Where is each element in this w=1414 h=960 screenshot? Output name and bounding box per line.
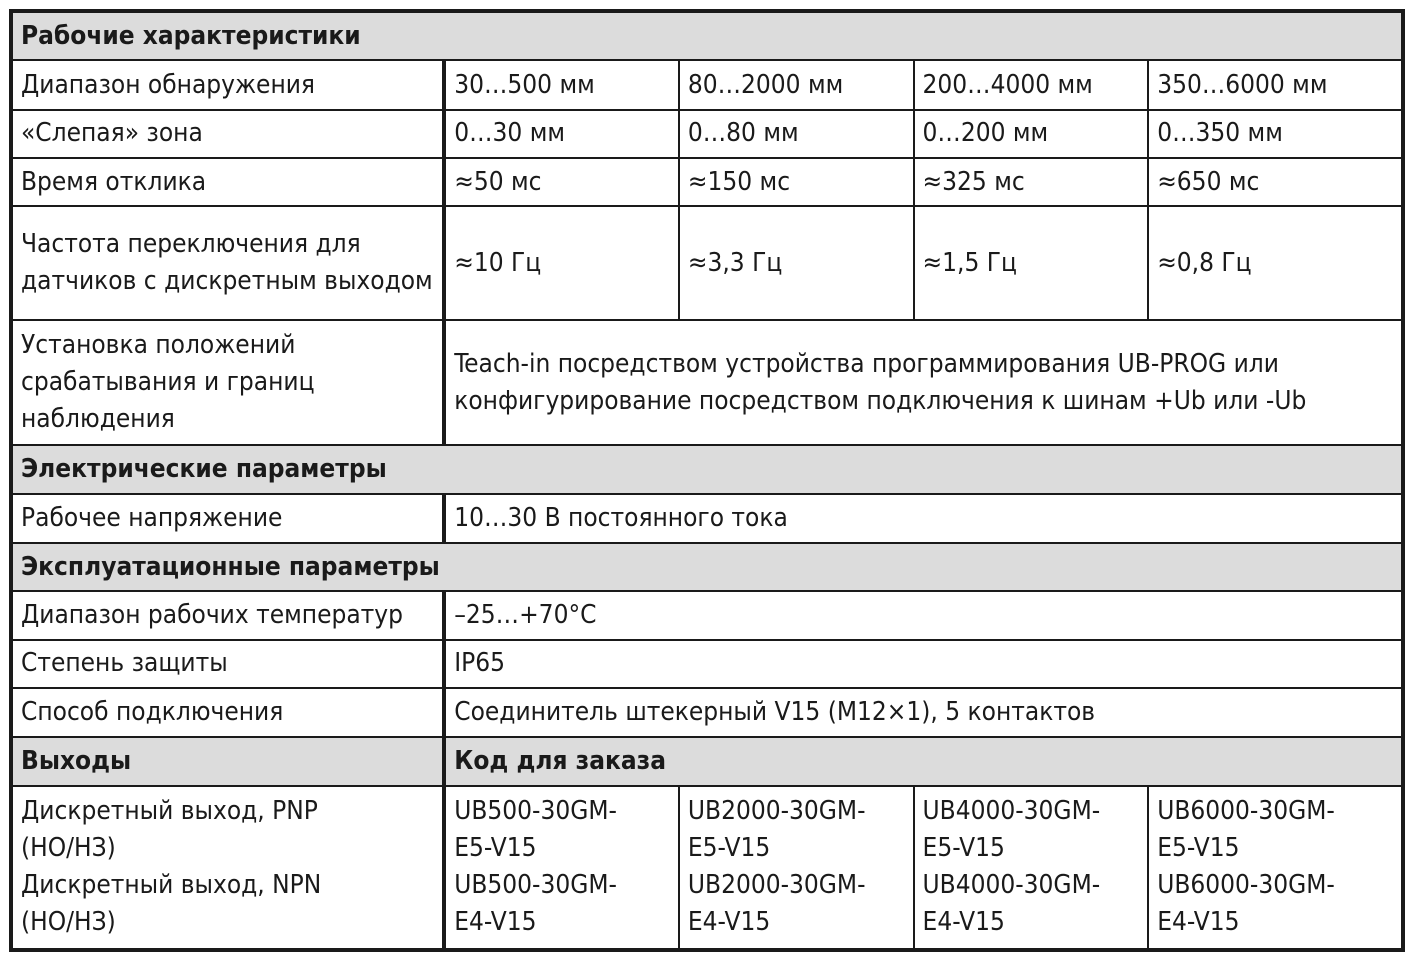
row-label: Время отклика [11, 158, 444, 206]
row-connection [11, 688, 1403, 737]
row-switching-frequency [11, 206, 1403, 320]
row-temperature-range [11, 591, 1403, 639]
order-code-line: E4-V15 [922, 907, 1005, 938]
row-blind-zone [11, 110, 1403, 158]
label-line: Дискретный выход, NPN [21, 870, 322, 901]
cell-value: 200…4000 мм [914, 60, 1149, 109]
row-operating-voltage [11, 494, 1403, 543]
cell-value: 80…2000 мм [679, 60, 914, 109]
order-code-line: E5-V15 [1157, 833, 1240, 864]
cell-value: ≈0,8 Гц [1148, 206, 1403, 320]
row-label: Диапазон обнаружения [11, 60, 444, 109]
row-teach-in [11, 320, 1403, 445]
order-code-line: E4-V15 [1157, 907, 1240, 938]
order-code-line: UB4000-30GM- [922, 870, 1101, 901]
label-line: (НО/НЗ) [21, 833, 116, 864]
order-code-line: E4-V15 [454, 907, 537, 938]
cell-value: 0…350 мм [1148, 110, 1403, 158]
section-outputs [11, 737, 1403, 785]
cell-value: 0…80 мм [679, 110, 914, 158]
value-line: конфигурирование посредством подключения к шинам +Ub или -Ub [454, 385, 1307, 416]
cell-value: 10…30 В постоянного тока [444, 494, 1403, 543]
row-label: «Слепая» зона [11, 110, 444, 158]
section-title: Электрические параметры [11, 445, 1403, 493]
section-title: Эксплуатационные параметры [11, 543, 1403, 591]
order-code-line: E5-V15 [454, 833, 537, 864]
cell-value [444, 320, 1403, 445]
cell-value: 0…30 мм [444, 110, 679, 158]
order-code-line: UB500-30GM- [454, 870, 618, 901]
cell-value: ≈50 мс [444, 158, 679, 206]
cell-value: 350…6000 мм [1148, 60, 1403, 109]
order-code-line: E5-V15 [922, 833, 1005, 864]
cell-value: ≈150 мс [679, 158, 914, 206]
section-exploitation [11, 543, 1403, 591]
order-code-line: E4-V15 [687, 907, 771, 938]
row-label [11, 786, 444, 950]
cell-value: ≈650 мс [1148, 158, 1403, 206]
cell-value: 30…500 мм [444, 60, 679, 109]
order-code-line: UB2000-30GM- [687, 870, 866, 901]
cell-value: ≈3,3 Гц [679, 206, 914, 320]
row-label: Степень защиты [11, 640, 444, 688]
section-title: Выходы [11, 737, 444, 785]
row-label: Способ подключения [11, 688, 444, 737]
row-discrete-outputs [11, 786, 1403, 950]
cell-value: 0…200 мм [914, 110, 1149, 158]
row-label: Диапазон рабочих температур [11, 591, 444, 639]
cell-value: IP65 [444, 640, 1403, 688]
row-label: Частота переключения для датчиков с дискретным выходом [11, 206, 444, 320]
label-line: (НО/НЗ) [21, 907, 116, 938]
order-code-line: UB2000-30GM- [687, 796, 866, 827]
order-code-cell [914, 786, 1149, 950]
label-line: Дискретный выход, PNP [21, 796, 318, 827]
cell-value: ≈1,5 Гц [914, 206, 1149, 320]
cell-value: Соединитель штекерный V15 (M12×1), 5 контактов [444, 688, 1403, 737]
value-line: Teach-in посредством устройства программирования UB-PROG или [454, 348, 1279, 379]
section-operating [11, 11, 1403, 60]
spec-table [9, 9, 1405, 952]
section-title: Код для заказа [444, 737, 1403, 785]
order-code-cell [444, 786, 679, 950]
order-code-cell [679, 786, 914, 950]
row-protection [11, 640, 1403, 688]
order-code-line: UB500-30GM- [454, 796, 618, 827]
row-label: Рабочее напряжение [11, 494, 444, 543]
section-title: Рабочие характеристики [11, 11, 1403, 60]
order-code-line: UB6000-30GM- [1157, 870, 1335, 901]
order-code-line: UB6000-30GM- [1157, 796, 1335, 827]
row-response-time [11, 158, 1403, 206]
row-detection-range [11, 60, 1403, 109]
row-label: Установка положений срабатывания и границ наблюдения [11, 320, 444, 445]
section-electrical [11, 445, 1403, 493]
cell-value: ≈325 мс [914, 158, 1149, 206]
cell-value: ≈10 Гц [444, 206, 679, 320]
cell-value: –25…+70°C [444, 591, 1403, 639]
order-code-cell [1148, 786, 1403, 950]
order-code-line: UB4000-30GM- [922, 796, 1101, 827]
order-code-line: E5-V15 [687, 833, 771, 864]
